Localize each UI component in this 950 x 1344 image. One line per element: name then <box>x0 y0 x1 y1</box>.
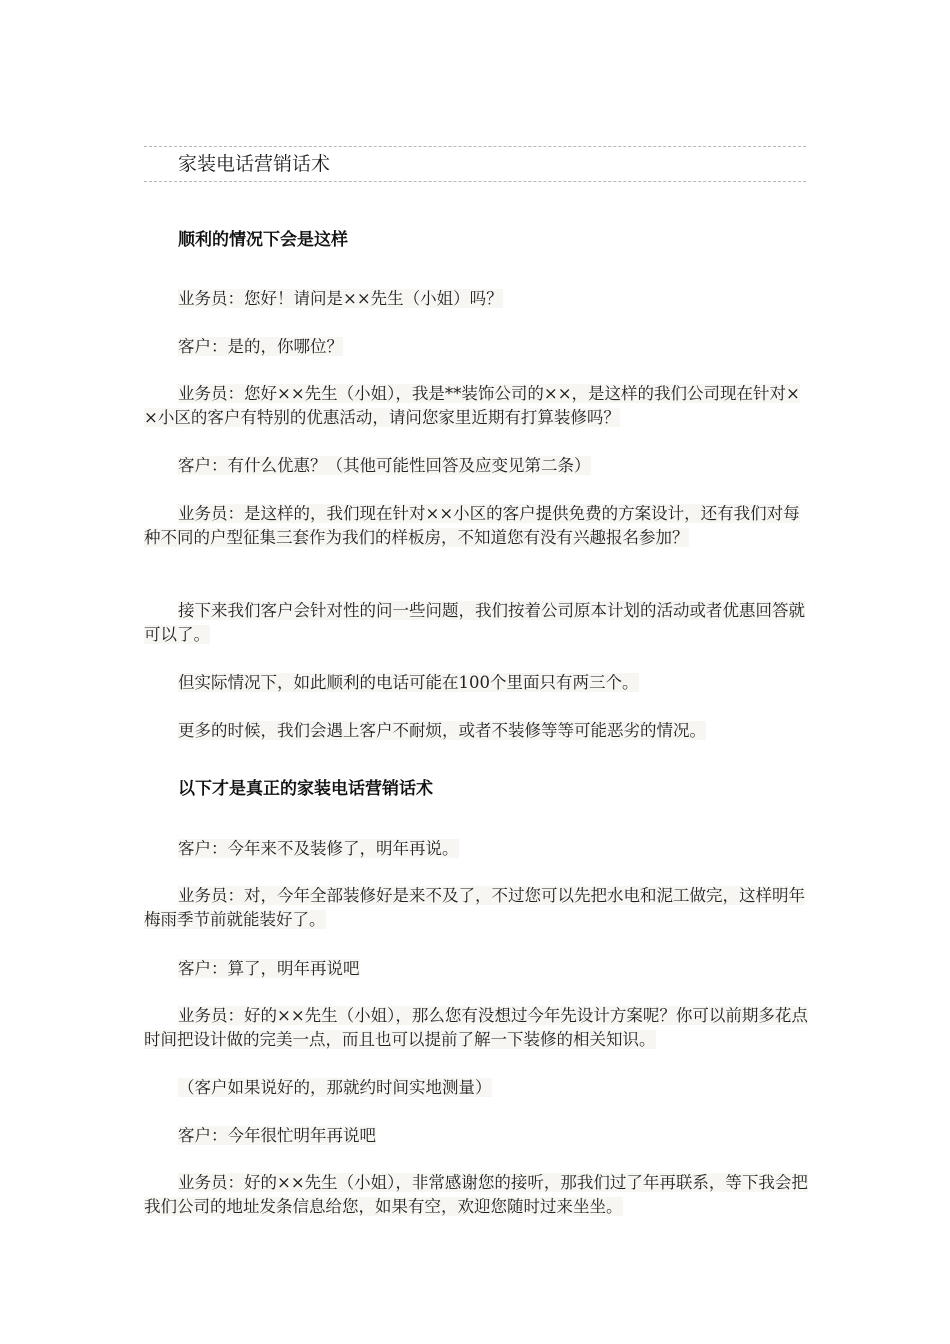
paragraph: 客户：是的，你哪位？ <box>178 337 343 356</box>
section-heading-real-script: 以下才是真正的家装电话营销话术 <box>178 779 433 799</box>
paragraph: 客户：有什么优惠？（其他可能性回答及应变见第二条） <box>178 456 591 475</box>
paragraph: 接下来我们客户会针对性的问一些问题，我们按着公司原本计划的活动或者优惠回答就可以了。 <box>144 601 805 644</box>
paragraph: 业务员：您好××先生（小姐），我是**装饰公司的××，是这样的我们公司现在针对××小区的客户有特别的优惠活动，请问您家里近期有打算装修吗？ <box>144 384 800 427</box>
paragraph: 客户：今年很忙明年再说吧 <box>178 1126 376 1145</box>
paragraph: 业务员：好的××先生（小姐），非常感谢您的接听，那我们过了年再联系，等下我会把我们公司的地址发条信息给您，如果有空，欢迎您随时过来坐坐。 <box>144 1173 808 1216</box>
document-title: 家装电话营销话术 <box>178 153 331 175</box>
paragraph: 但实际情况下，如此顺利的电话可能在100个里面只有两三个。 <box>178 673 639 692</box>
paragraph: 业务员：是这样的，我们现在针对××小区的客户提供免费的方案设计，还有我们对每种不同的户型征集三套作为我们的样板房，不知道您有没有兴趣报名参加？ <box>144 504 800 547</box>
paragraph: 业务员：对，今年全部装修好是来不及了，不过您可以先把水电和泥工做完，这样明年梅雨季节前就能装好了。 <box>144 886 805 929</box>
title-band <box>144 146 806 182</box>
paragraph: 客户：今年来不及装修了，明年再说。 <box>178 839 459 858</box>
paragraph: 业务员：好的××先生（小姐），那么您有没想过今年先设计方案呢？你可以前期多花点时间把设计做的完美一点，而且也可以提前了解一下装修的相关知识。 <box>144 1006 808 1049</box>
section-heading-smooth-case: 顺利的情况下会是这样 <box>178 230 348 250</box>
paragraph: 业务员：您好！请问是××先生（小姐）吗？ <box>178 289 503 308</box>
paragraph: （客户如果说好的，那就约时间实地测量） <box>178 1078 492 1097</box>
paragraph: 客户：算了，明年再说吧 <box>178 959 360 978</box>
paragraph: 更多的时候，我们会遇上客户不耐烦，或者不装修等等可能恶劣的情况。 <box>178 721 706 740</box>
